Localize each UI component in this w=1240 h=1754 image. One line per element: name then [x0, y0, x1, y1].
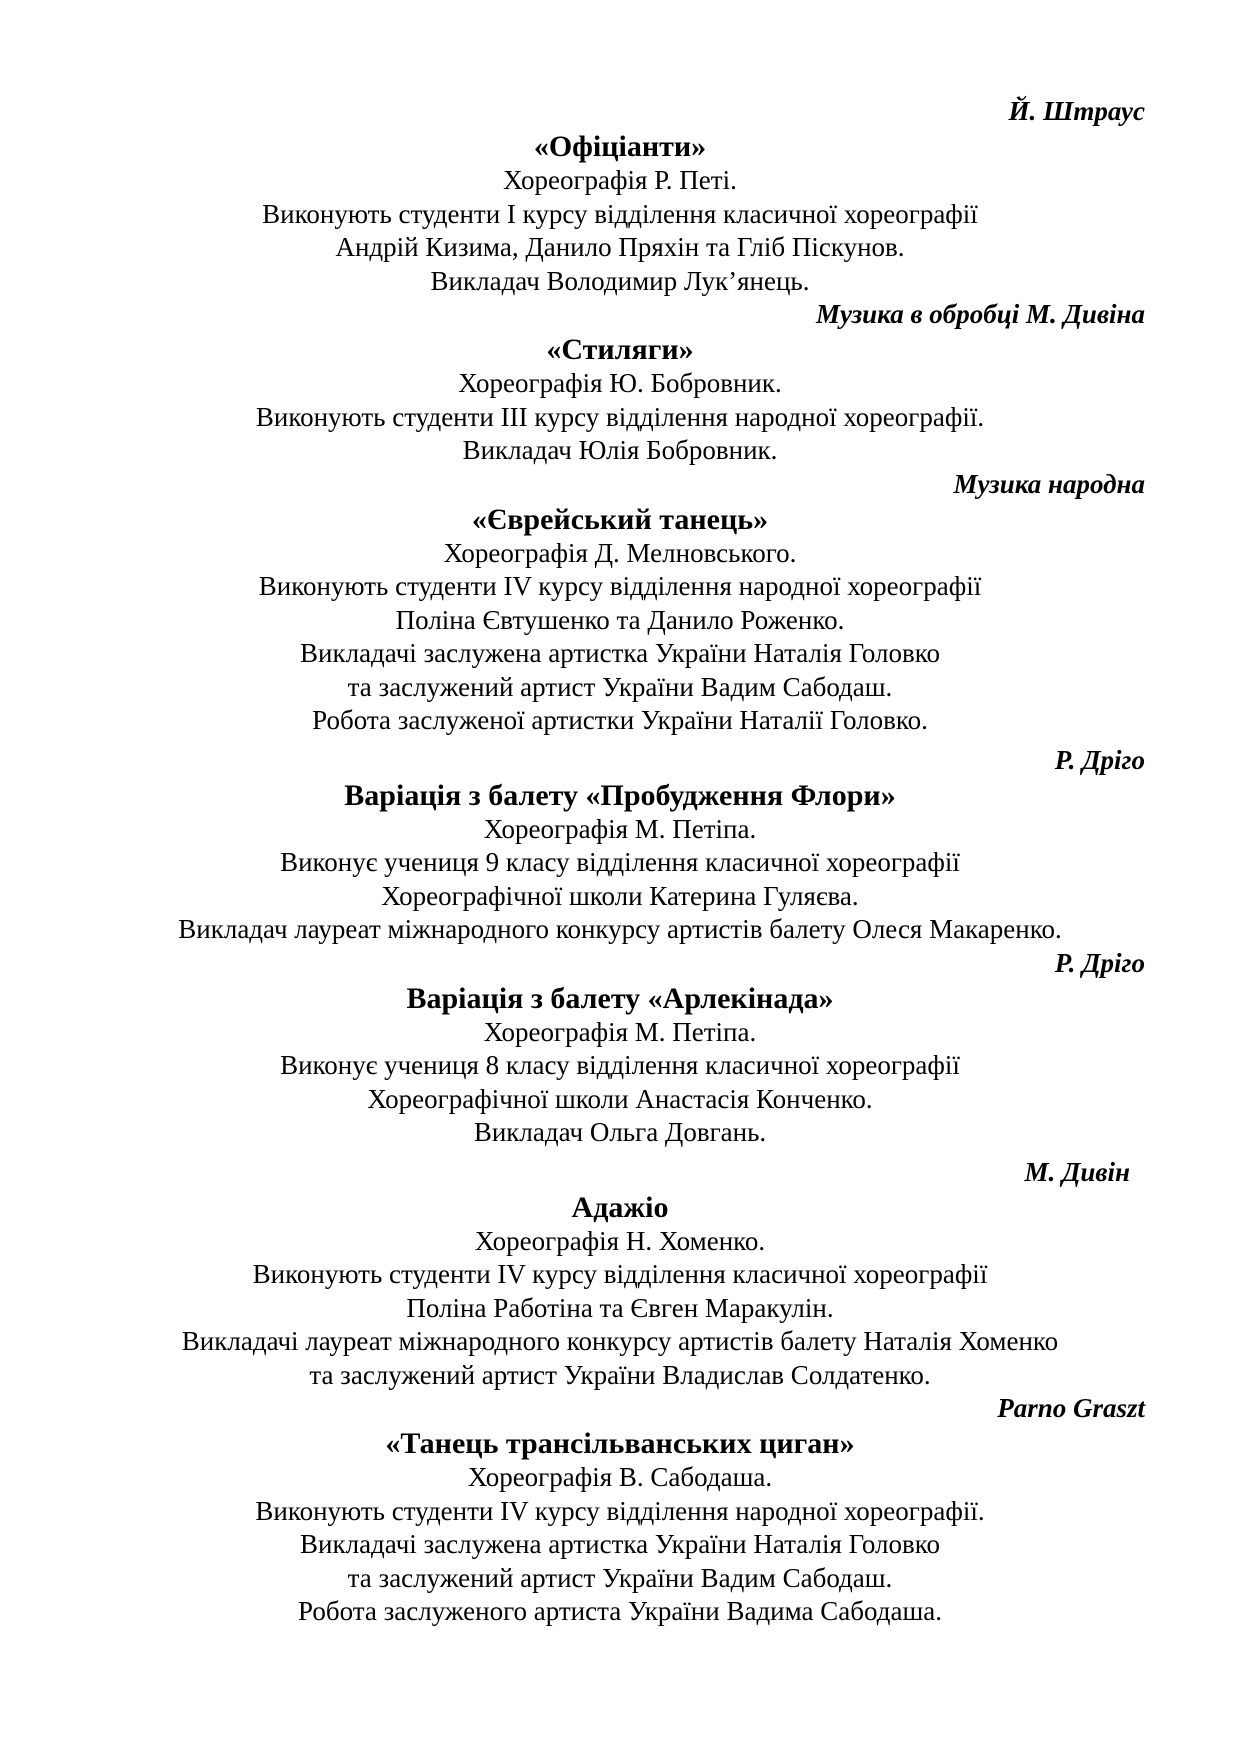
- programme-item-stylyagi: [0, 298, 1240, 468]
- detail-line: Викладачі лауреат міжнародного конкурсу артистів балету Наталія Хоменко: [181, 1326, 1059, 1356]
- detail-line: Хореографія Р. Петі.: [503, 165, 737, 195]
- composer: Музика в обробці М. Дивіна: [816, 299, 1145, 329]
- programme-item-adagio: [0, 1156, 1240, 1393]
- piece-title: Варіація з балету «Пробудження Флори»: [344, 778, 896, 812]
- detail-line: Хореографічної школи Анастасія Конченко.: [367, 1083, 873, 1114]
- composer: Музика народна: [953, 468, 1145, 499]
- detail-line: Викладач Ольга Довгань.: [473, 1117, 767, 1147]
- programme-page: [0, 95, 1240, 1629]
- programme-item-jewish-dance: [0, 468, 1240, 738]
- composer: Р. Дріго: [1054, 947, 1145, 978]
- detail-line: Виконують студенти IV курсу відділення народної хореографії: [258, 571, 982, 601]
- detail-line: Хореографія М. Петіпа.: [483, 813, 757, 844]
- detail-line: Андрій Кизима, Данило Пряхін та Гліб Піскунов.: [335, 232, 905, 262]
- piece-title: Варіація з балету «Арлекінада»: [406, 981, 834, 1015]
- detail-line: Виконує учениця 9 класу відділення класичної хореографії: [280, 847, 960, 877]
- programme-item-waiters: [0, 95, 1240, 298]
- detail-line: Виконують студенти IV курсу відділення народної хореографії.: [255, 1495, 985, 1526]
- detail-line: Викладачі заслужена артистка України Наталія Головко: [300, 1529, 940, 1559]
- detail-line: та заслужений артист України Вадим Сабодаш.: [347, 671, 893, 702]
- detail-line: Виконують студенти ІІІ курсу відділення народної хореографії.: [255, 401, 985, 432]
- piece-title: «Єврейський танець»: [471, 502, 769, 536]
- composer: М. Дивін: [1024, 1156, 1130, 1187]
- detail-line: Викладачі заслужена артистка України Наталія Головко: [300, 638, 940, 668]
- detail-line: Поліна Євтушенко та Данило Роженко.: [395, 604, 845, 635]
- programme-item-transylvanian-dance: [0, 1392, 1240, 1629]
- detail-line: Хореографія Н. Хоменко.: [474, 1225, 766, 1256]
- detail-line: Хореографія Д. Мелновського.: [443, 537, 797, 568]
- piece-title: «Стиляги»: [546, 333, 694, 366]
- detail-line: Хореографія В. Сабодаша.: [467, 1462, 773, 1492]
- detail-line: Виконує учениця 8 класу відділення класичної хореографії: [280, 1050, 960, 1080]
- detail-line: Викладач лауреат міжнародного конкурсу артистів балету Олеся Макаренко.: [178, 914, 1062, 944]
- detail-line: Хореографія Ю. Бобровник.: [458, 368, 782, 398]
- programme-item-harlequinade-variation: [0, 947, 1240, 1150]
- piece-title: Адажіо: [571, 1190, 669, 1224]
- detail-line: та заслужений артист України Вадим Сабодаш.: [347, 1562, 893, 1593]
- detail-line: Викладач Володимир Лук’янець.: [430, 265, 810, 296]
- detail-line: Виконують студенти IV курсу відділення класичної хореографії: [252, 1259, 988, 1289]
- detail-line: Хореографія М. Петіпа.: [483, 1016, 757, 1047]
- detail-line: Робота заслуженої артистки України Наталії Головко.: [312, 705, 928, 735]
- detail-line: Хореографічної школи Катерина Гуляєва.: [381, 880, 859, 911]
- composer: Parno Graszt: [997, 1393, 1145, 1423]
- piece-title: «Офіціанти»: [533, 130, 707, 163]
- detail-line: Робота заслуженого артиста України Вадима Сабодаша.: [298, 1596, 942, 1626]
- detail-line: та заслужений артист України Владислав Солдатенко.: [309, 1359, 931, 1390]
- composer: Р. Дріго: [1054, 744, 1145, 775]
- detail-line: Виконують студенти І курсу відділення класичної хореографії: [262, 198, 978, 229]
- detail-line: Поліна Работіна та Євген Маракулін.: [406, 1292, 834, 1323]
- detail-line: Викладач Юлія Бобровник.: [462, 435, 778, 465]
- programme-item-flora-variation: [0, 744, 1240, 947]
- piece-title: «Танець трансільванських циган»: [385, 1427, 855, 1460]
- composer: Й. Штраус: [1008, 96, 1145, 126]
